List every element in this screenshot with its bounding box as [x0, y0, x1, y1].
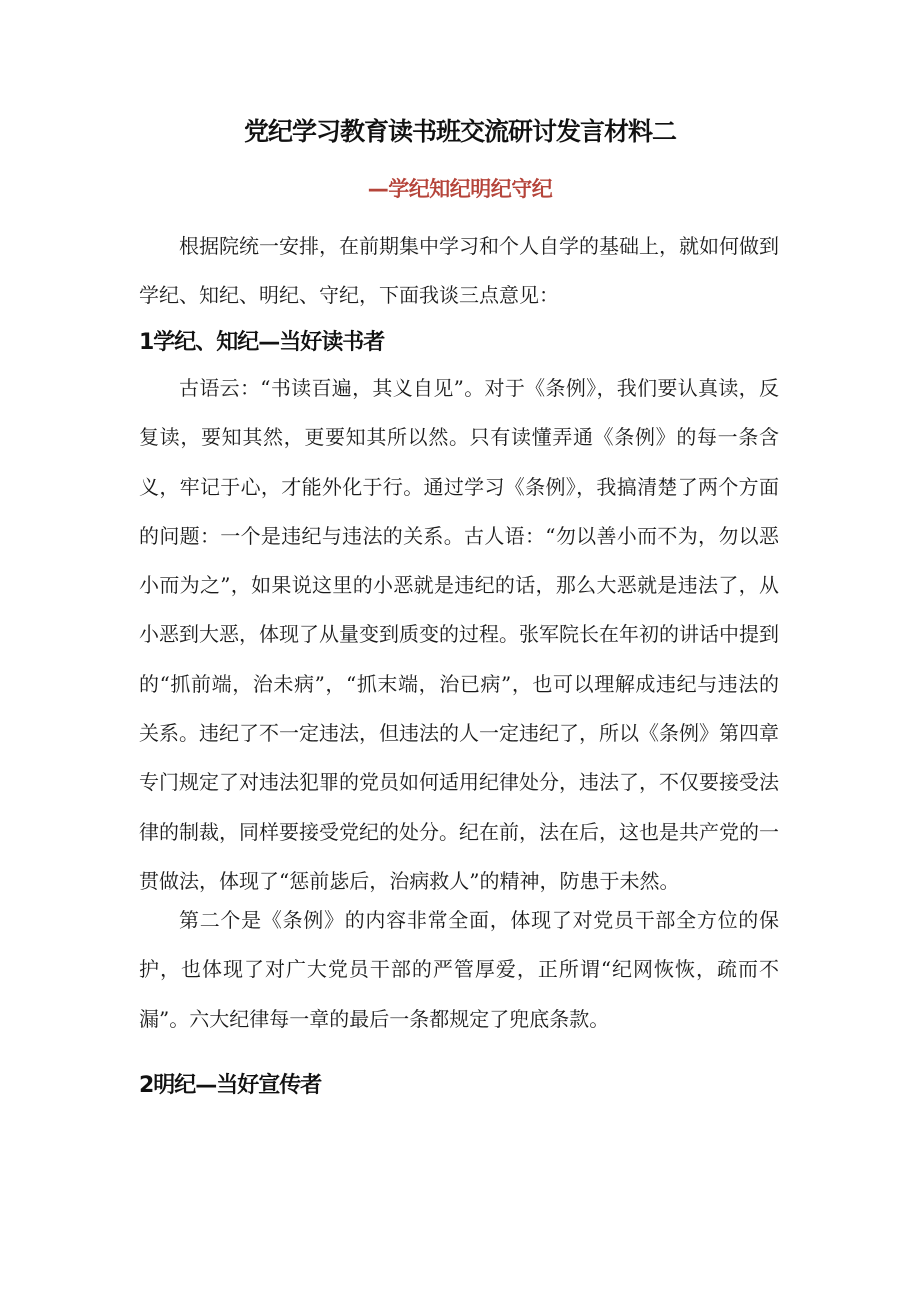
section-heading-1: 1学纪、知纪—当好读书者 [139, 330, 385, 355]
section1-paragraph-1: 古语云：“书读百遍，其义自见”。对于《条例》，我们要认真读，反复读，要知其然，更要知其所以然。只有读懂弄通《条例》的每一条含义，牢记于心，才能外化于行。通过学习《条例》，我搞清楚了两个方面的问题：一个是违纪与违法的关系。古人语：“勿以善小而不为，勿以恶小而为之”，如果说这里的小恶就是违纪的话，那么大恶就是违法了，从小恶到大恶，体现了从量变到质变的过程。张军院长在年初的讲话中提到的“抓前端，治未病”，“抓末端，治已病”，也可以理解成违纪与违法的关系。违纪了不一定违法，但违法的人一定违纪了，所以《条例》第四章专门规定了对违法犯罪的党员如何适用纪律处分，违法了，不仅要接受法律的制裁，同样要接受党纪的处分。纪在前，法在后，这也是共产党的一贯做法，体现了“惩前毖后，治病救人”的精神，防患于未然。 [139, 376, 779, 893]
section1-paragraph-2: 第二个是《条例》的内容非常全面，体现了对党员干部全方位的保护，也体现了对广大党员干部的严管厚爱，正所谓“纪网恢恢，疏而不漏”。六大纪律每一章的最后一条都规定了兜底条款。 [139, 908, 779, 1031]
document-subtitle: —学纪知纪明纪守纪 [367, 177, 553, 201]
document-title: 党纪学习教育读书班交流研讨发言材料二 [243, 117, 676, 146]
intro-paragraph: 根据院统一安排，在前期集中学习和个人自学的基础上，就如何做到学纪、知纪、明纪、守纪，下面我谈三点意见： [139, 234, 779, 308]
section-heading-2: 2明纪—当好宣传者 [139, 1073, 322, 1098]
